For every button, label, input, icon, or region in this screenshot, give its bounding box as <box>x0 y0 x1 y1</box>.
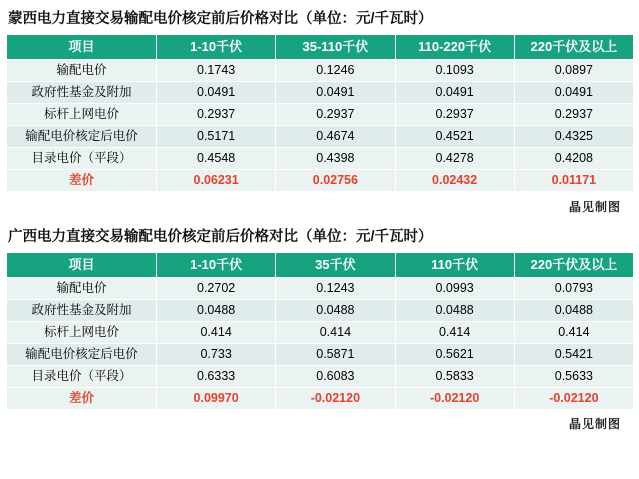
table-row <box>7 126 634 148</box>
cell-value: 0.0488 <box>514 300 633 322</box>
column-header-v2: 35千伏 <box>276 253 395 278</box>
cell-value: 0.5171 <box>157 126 276 148</box>
row-label: 政府性基金及附加 <box>7 82 157 104</box>
table-block-guangxi <box>0 215 639 432</box>
table-row <box>7 82 634 104</box>
row-label: 目录电价（平段） <box>7 366 157 388</box>
cell-value: 0.1246 <box>276 60 395 82</box>
cell-value: 0.0491 <box>514 82 633 104</box>
cell-value: 0.1093 <box>395 60 514 82</box>
cell-value: 0.414 <box>157 322 276 344</box>
table-row <box>7 366 634 388</box>
cell-value: 0.4674 <box>276 126 395 148</box>
column-header-v2: 35-110千伏 <box>276 35 395 60</box>
column-header-item: 项目 <box>7 253 157 278</box>
table-title: 广西电力直接交易输配电价核定前后价格对比（单位：元/千瓦时） <box>8 229 433 245</box>
cell-value: 0.5621 <box>395 344 514 366</box>
cell-value: 0.5833 <box>395 366 514 388</box>
row-label: 差价 <box>7 388 157 410</box>
cell-value: 0.0793 <box>514 278 633 300</box>
table-body <box>7 60 634 192</box>
cell-value: 0.02756 <box>276 170 395 192</box>
cell-value: 0.4548 <box>157 148 276 170</box>
cell-value: 0.414 <box>276 322 395 344</box>
row-label: 政府性基金及附加 <box>7 300 157 322</box>
cell-value: -0.02120 <box>276 388 395 410</box>
cell-value: 0.0491 <box>276 82 395 104</box>
table-row <box>7 278 634 300</box>
signature-credit: 晶见制图 <box>568 200 621 214</box>
cell-value: 0.09970 <box>157 388 276 410</box>
price-table-guangxi <box>6 252 634 410</box>
table-row <box>7 300 634 322</box>
cell-value: 0.01171 <box>514 170 633 192</box>
table-row <box>7 104 634 126</box>
cell-value: 0.5421 <box>514 344 633 366</box>
cell-value: 0.4325 <box>514 126 633 148</box>
cell-value: 0.733 <box>157 344 276 366</box>
row-label: 输配电价核定后电价 <box>7 126 157 148</box>
cell-value: 0.0488 <box>157 300 276 322</box>
row-label: 输配电价 <box>7 60 157 82</box>
row-label: 差价 <box>7 170 157 192</box>
table-block-mengxi <box>0 0 639 215</box>
row-label: 输配电价 <box>7 278 157 300</box>
cell-value: 0.02432 <box>395 170 514 192</box>
column-header-v3: 110-220千伏 <box>395 35 514 60</box>
table-row <box>7 344 634 366</box>
cell-value: 0.2702 <box>157 278 276 300</box>
table-body <box>7 278 634 410</box>
cell-value: 0.414 <box>514 322 633 344</box>
table-row <box>7 322 634 344</box>
cell-value: 0.2937 <box>276 104 395 126</box>
cell-value: 0.1743 <box>157 60 276 82</box>
row-label: 标杆上网电价 <box>7 322 157 344</box>
row-label: 标杆上网电价 <box>7 104 157 126</box>
cell-value: 0.6333 <box>157 366 276 388</box>
cell-value: 0.0897 <box>514 60 633 82</box>
cell-value: 0.1243 <box>276 278 395 300</box>
cell-value: 0.0488 <box>395 300 514 322</box>
column-header-item: 项目 <box>7 35 157 60</box>
row-label: 输配电价核定后电价 <box>7 344 157 366</box>
cell-value: 0.6083 <box>276 366 395 388</box>
price-table-mengxi <box>6 34 634 192</box>
column-header-v1: 1-10千伏 <box>157 35 276 60</box>
cell-value: 0.4398 <box>276 148 395 170</box>
cell-value: 0.4278 <box>395 148 514 170</box>
cell-value: 0.2937 <box>395 104 514 126</box>
cell-value: -0.02120 <box>514 388 633 410</box>
table-header <box>7 35 634 60</box>
cell-value: 0.4208 <box>514 148 633 170</box>
column-header-v4: 220千伏及以上 <box>514 253 633 278</box>
cell-value: 0.2937 <box>157 104 276 126</box>
cell-value: 0.5871 <box>276 344 395 366</box>
table-title: 蒙西电力直接交易输配电价核定前后价格对比（单位：元/千瓦时） <box>8 11 433 27</box>
column-header-v3: 110千伏 <box>395 253 514 278</box>
table-row <box>7 60 634 82</box>
table-row-difference <box>7 388 634 410</box>
table-header-row <box>7 253 634 278</box>
cell-value: 0.0993 <box>395 278 514 300</box>
table-row-difference <box>7 170 634 192</box>
cell-value: 0.0491 <box>395 82 514 104</box>
cell-value: -0.02120 <box>395 388 514 410</box>
cell-value: 0.4521 <box>395 126 514 148</box>
cell-value: 0.0491 <box>157 82 276 104</box>
column-header-v4: 220千伏及以上 <box>514 35 633 60</box>
table-row <box>7 148 634 170</box>
cell-value: 0.2937 <box>514 104 633 126</box>
cell-value: 0.414 <box>395 322 514 344</box>
table-header-row <box>7 35 634 60</box>
row-label: 目录电价（平段） <box>7 148 157 170</box>
cell-value: 0.0488 <box>276 300 395 322</box>
column-header-v1: 1-10千伏 <box>157 253 276 278</box>
cell-value: 0.06231 <box>157 170 276 192</box>
table-header <box>7 253 634 278</box>
cell-value: 0.5633 <box>514 366 633 388</box>
signature-credit: 晶见制图 <box>568 417 621 431</box>
